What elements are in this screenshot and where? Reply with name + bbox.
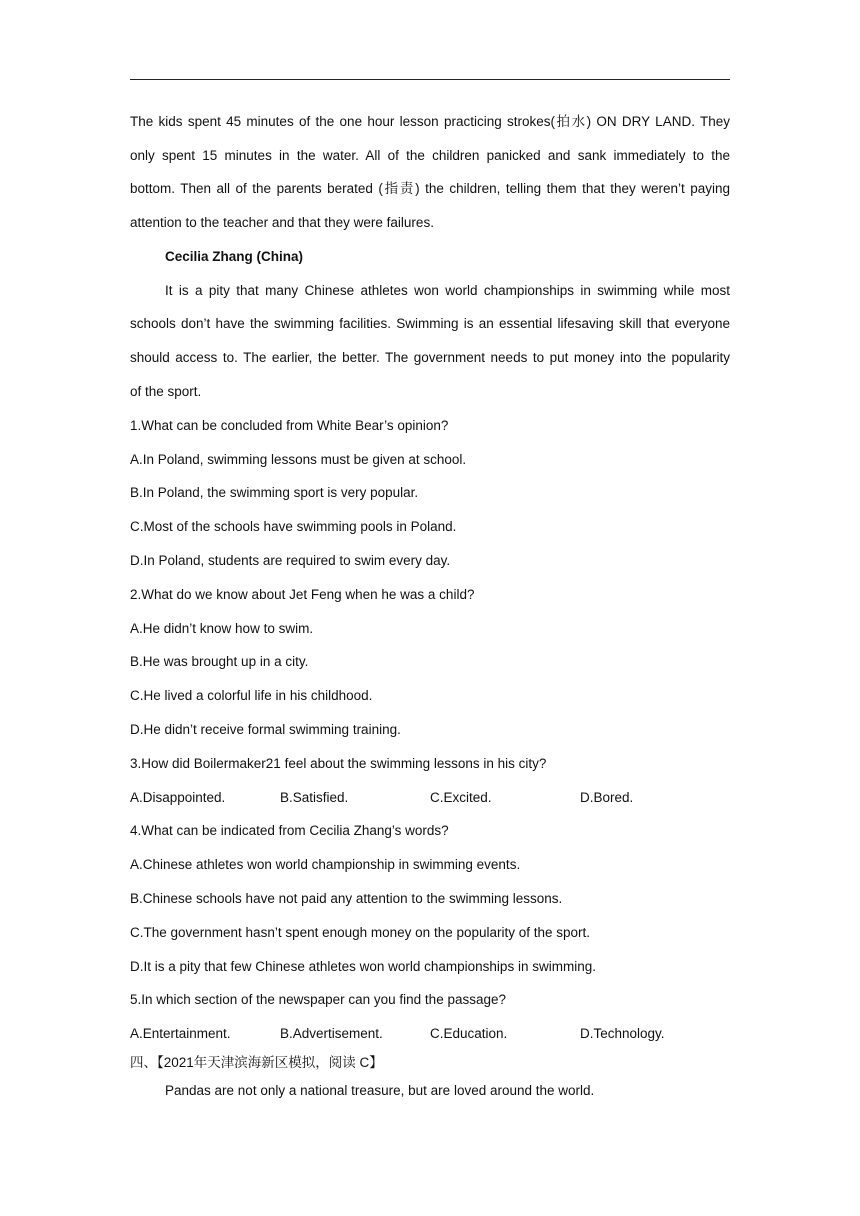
paragraph-line: The kids spent 45 minutes of the one hour lesson practicing strokes(拍水) ON DRY LAND. They bbox=[130, 114, 730, 129]
option: D.Bored. bbox=[580, 790, 634, 805]
option: A.Disappointed. bbox=[130, 790, 226, 805]
option: B.Chinese schools have not paid any attention to the swimming lessons. bbox=[130, 891, 563, 906]
option: B.He was brought up in a city. bbox=[130, 654, 309, 669]
paragraph-line: only spent 15 minutes in the water. All of the children panicked and sank immediately to the bbox=[130, 148, 730, 163]
option: D.In Poland, students are required to swim every day. bbox=[130, 553, 451, 568]
option: C.The government hasn’t spent enough money on the popularity of the sport. bbox=[130, 925, 591, 940]
option: B.Advertisement. bbox=[280, 1026, 383, 1041]
paragraph-line: bottom. Then all of the parents berated (指责) the children, telling them that they weren’t paying bbox=[130, 181, 730, 196]
paragraph-line: attention to the teacher and that they were failures. bbox=[130, 215, 434, 230]
paragraph-line: schools don’t have the swimming facilities. Swimming is an essential lifesaving skill that everyone bbox=[130, 316, 730, 331]
option: C.Education. bbox=[430, 1026, 508, 1041]
option: D.Technology. bbox=[580, 1026, 665, 1041]
section-heading: 四、【2021年天津滨海新区模拟，阅读 C】 bbox=[130, 1055, 383, 1070]
question-3: 3.How did Boilermaker21 feel about the swimming lessons in his city? bbox=[130, 756, 547, 771]
option: C.Excited. bbox=[430, 790, 492, 805]
question-4: 4.What can be indicated from Cecilia Zhang’s words? bbox=[130, 823, 449, 838]
option: C.Most of the schools have swimming pools in Poland. bbox=[130, 519, 457, 534]
option: B.In Poland, the swimming sport is very popular. bbox=[130, 485, 419, 500]
option: D.He didn’t receive formal swimming training. bbox=[130, 722, 401, 737]
option: B.Satisfied. bbox=[280, 790, 349, 805]
option: D.It is a pity that few Chinese athletes won world championships in swimming. bbox=[130, 959, 596, 974]
paragraph-line: should access to. The earlier, the better. The government needs to put money into the popularity bbox=[130, 350, 730, 365]
author-heading: Cecilia Zhang (China) bbox=[165, 249, 304, 264]
paragraph-line: of the sport. bbox=[130, 384, 202, 399]
paragraph-line: It is a pity that many Chinese athletes won world championships in swimming while most bbox=[165, 283, 730, 298]
option: C.He lived a colorful life in his childhood. bbox=[130, 688, 373, 703]
question-2: 2.What do we know about Jet Feng when he was a child? bbox=[130, 587, 475, 602]
question-5: 5.In which section of the newspaper can you find the passage? bbox=[130, 992, 506, 1007]
option: A.Chinese athletes won world championship in swimming events. bbox=[130, 857, 521, 872]
paragraph-line: Pandas are not only a national treasure, but are loved around the world. bbox=[165, 1083, 595, 1098]
header-rule bbox=[130, 79, 730, 80]
option: A.Entertainment. bbox=[130, 1026, 231, 1041]
question-1: 1.What can be concluded from White Bear’s opinion? bbox=[130, 418, 449, 433]
option: A.In Poland, swimming lessons must be given at school. bbox=[130, 452, 467, 467]
option: A.He didn’t know how to swim. bbox=[130, 621, 314, 636]
